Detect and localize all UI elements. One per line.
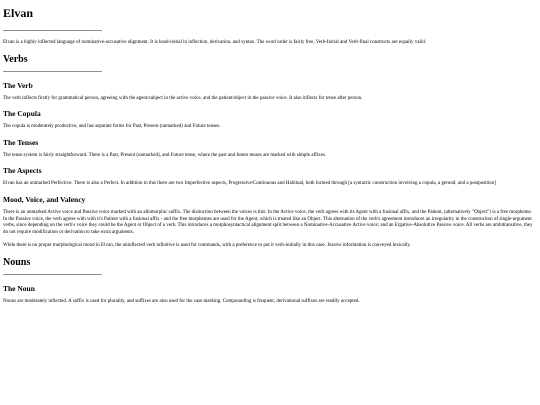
paragraph-the-noun: Nouns are moderately inflected. A suffix is used for plurality, and suffixes are also used for the case marking. Compounding is frequent, derivational suffixes are readily accepted. — [3, 298, 360, 304]
intro-paragraph: Elvan is a highly inflected language of nominative-accusative alignment. It is head-initial in inflection, derivation, and syntax. The word order is fairly free, Verb-Initial and Verb-final constructs are equally valid. — [3, 40, 427, 45]
subheading-the-tenses: The Tenses — [3, 137, 39, 147]
divider: ================================================ — [3, 29, 102, 33]
page-title: Elvan — [3, 6, 34, 20]
subheading-the-verb: The Verb — [3, 80, 33, 90]
paragraph-the-aspects: Elvan has an unmarked Perfective. There is also a Perfect. In addition to this there are two Imperfective aspects, Progressive/Continuous and Habitual, both formed through [a syntactic construction involving a copula, a gerund, and a postposition] — [3, 181, 496, 187]
subheading-the-aspects: The Aspects — [3, 166, 42, 176]
section-heading-verbs: Verbs — [3, 53, 28, 65]
subheading-the-copula: The Copula — [3, 109, 41, 119]
paragraph-the-tenses: The tense system is fairly straightforward. There is a Past, Present (unmarked), and Future tense, where the past and future tenses are marked with simple affixes. — [3, 152, 327, 158]
subheading-the-noun: The Noun — [3, 283, 35, 293]
section-heading-nouns: Nouns — [3, 256, 31, 268]
paragraph-the-copula: The copula is moderately productive, and has separate forms for Past, Present (unmarked) and Future tenses. — [3, 124, 221, 130]
paragraph-mood: While there is no proper morphological mood in Elvan, the uninflected verb infinitive is used for commands, with a preference to put it verb-initially in this case. Jussive information is conveyed lexically. — [3, 243, 411, 249]
subheading-mood-voice-valency: Mood, Voice, and Valency — [3, 194, 86, 204]
divider: ================================================ — [3, 272, 102, 277]
paragraph-voice: There is an unmarked Active voice and Passive voice marked with an allomorphic suffix. The distinction between the voices is this: In the Active voice, the verb agrees with its Agent with a fusional affix, and the Patient, (alternatively "Object") is a free morpheme. In the Passive voice, the verb agrees with with it's Patient with a fusional affix - and the free morphemes are used for the Agent, which is treated like an Object. This alternation of the verb's agreement introduces an irregularity in the construction of single-argument verbs, since depending on the verb's voice they could be the Agent or Object of a verb. This introduces a morphosyntactical alignment split between a Nominative-Accusative Active voice; and an Ergative-Absolutive Passive voice. All verbs are ambitransitive, they do not require modification or derivation to take extra arguments. — [3, 209, 533, 235]
divider: ================================================ — [3, 69, 102, 74]
paragraph-the-verb: The verb inflects firstly for grammatical person, agreeing with the agent/subject in the active voice, and the patient/object in the passive voice. It also inflects for tense after person. — [3, 95, 363, 101]
